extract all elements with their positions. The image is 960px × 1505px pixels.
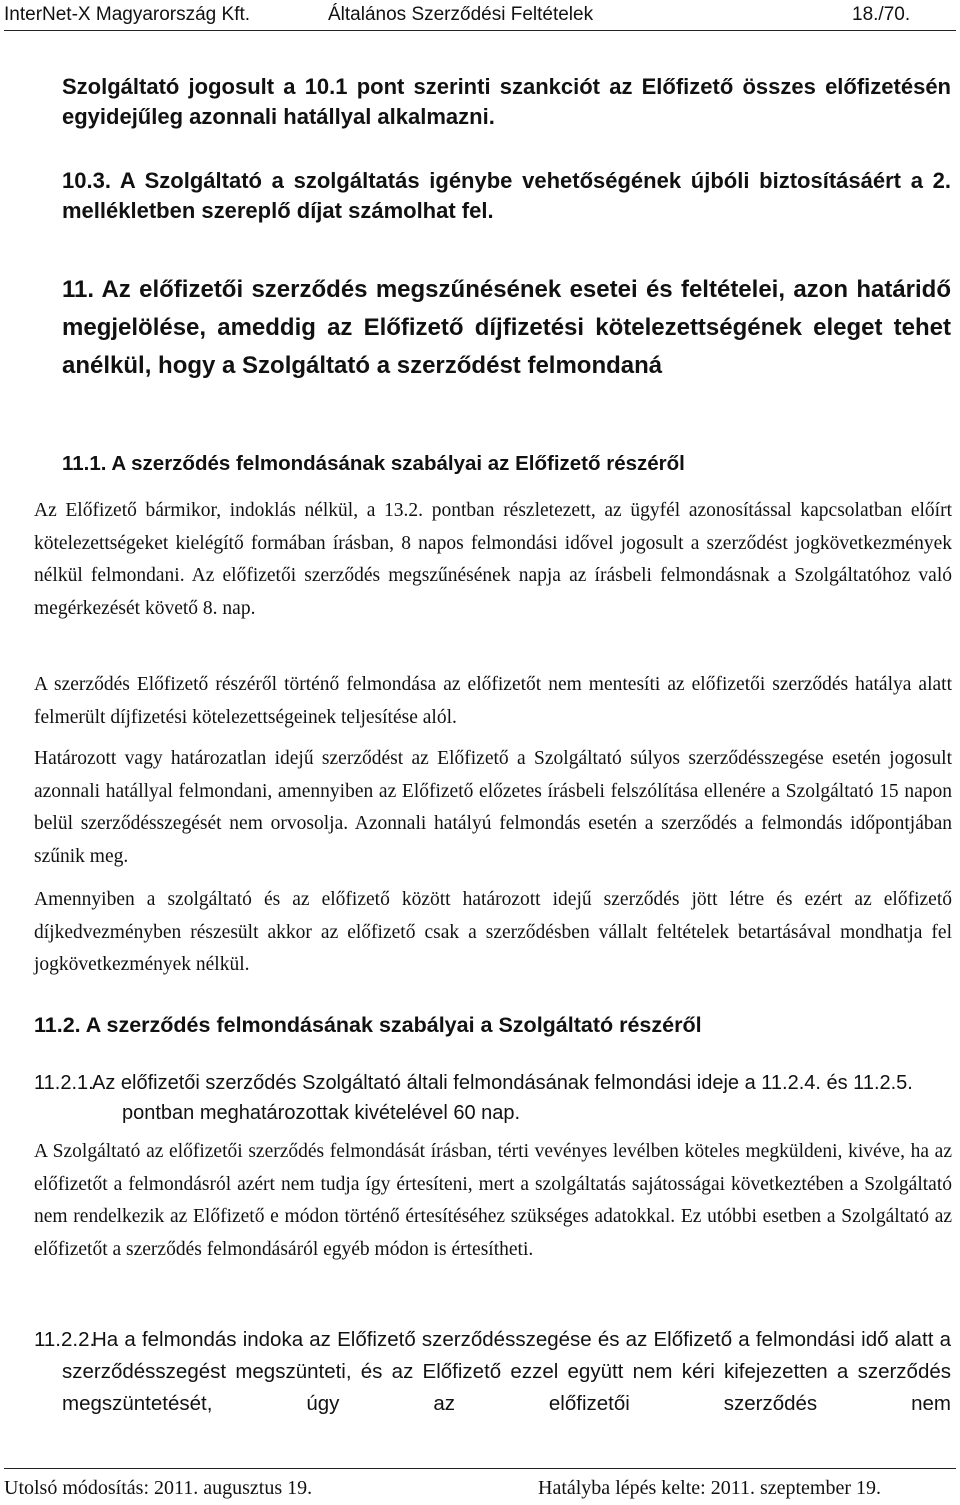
paragraph-10-3: 10.3. A Szolgáltató a szolgáltatás igénybe vehetőségének újbóli biztosításáért a 2. mellékletben szereplő díjat számolhat fel. bbox=[62, 168, 951, 223]
item-11-2-1-label: 11.2.1. bbox=[34, 1072, 94, 1094]
paragraph-fixed-term: Amennyiben a szolgáltató és az előfizető között határozott idejű szerződés jött létre és ezért az előfizető díjkedvezményben részesült akkor az előfizető csak a szerződésben vállalt feltételek betartásával mondhatja fel jogkövetkezmények nélkül. bbox=[34, 889, 952, 975]
paragraph-written-notice: A Szolgáltató az előfizetői szerződés felmondását írásban, térti vevényes levélben köteles megküldeni, kivéve, ha az előfizetőt a felmondásról azért nem tudja így értesíteni, mert a szolgáltatás sajátosságai következtében a Szolgáltató nem rendelkezik az Előfizető e módon történő értesítéséhez szükséges adatokkal. Ez utóbbi esetben a Szolgáltató az előfizetőt a szerződés felmondásáról egyéb módon is értesítheti. bbox=[34, 1141, 952, 1260]
paragraph-fee-obligation: A szerződés Előfizető részéről történő felmondása az előfizetőt nem mentesíti az előfizetői szerződés hatálya alatt felmerült díjfizetési kötelezettségeinek teljesítése alól. bbox=[34, 674, 952, 728]
footer-effective-date: Hatályba lépés kelte: 2011. szeptember 19. bbox=[538, 1477, 882, 1499]
item-11-2-1-text: Az előfizetői szerződés Szolgáltató általi felmondásának felmondási ideje a 11.2.4. és 11.2.5. pontban meghatározottak kivételével 60 nap. bbox=[92, 1072, 913, 1124]
header-company: InterNet-X Magyarország Kft. bbox=[4, 4, 251, 25]
page-header bbox=[4, 0, 956, 31]
heading-11-1: 11.1. A szerződés felmondásának szabályai az Előfizető részéről bbox=[62, 452, 685, 475]
footer-last-modified: Utolsó módosítás: 2011. augusztus 19. bbox=[4, 1477, 313, 1499]
paragraph-subscriber-termination: Az Előfizető bármikor, indoklás nélkül, a 13.2. pontban részletezett, az ügyfél azonosítással kapcsolatban előírt kötelezettségeket kielégítő formában írásban, 8 napos felmondási idővel jogosult a szerződést jogkövetkezmények nélkül felmondani. Az előfizetői szerződés megszűnésének napja az írásbeli felmondásnak a Szolgáltatóhoz való megérkezését követő 8. nap. bbox=[34, 500, 952, 619]
heading-11-2: 11.2. A szerződés felmondásának szabályai a Szolgáltató részéről bbox=[34, 1013, 702, 1037]
item-11-2-2-text: Ha a felmondás indoka az Előfizető szerződésszegése és az Előfizető a felmondási idő alatt a szerződésszegést megszünteti, és az Előfizető ezzel együtt nem kéri kifejezetten a szerződés megszüntetését, úgy az előfizetői szerződés nem bbox=[62, 1328, 951, 1415]
header-page-number: 18./70. bbox=[852, 4, 911, 25]
item-11-2-2-label: 11.2.2. bbox=[34, 1328, 96, 1351]
heading-section-11: 11. Az előfizetői szerződés megszűnésének esetei és feltételei, azon határidő megjelölése, ameddig az Előfizető díjfizetési kötelezettségének eleget tehet anélkül, hogy a Szolgáltató a szerződést felmondaná bbox=[62, 276, 951, 379]
page-footer bbox=[4, 1468, 956, 1505]
paragraph-sanction: Szolgáltató jogosult a 10.1 pont szerinti szankciót az Előfizető összes előfizetésén egyidejűleg azonnali hatállyal alkalmazni. bbox=[62, 74, 951, 129]
paragraph-immediate-termination: Határozott vagy határozatlan idejű szerződést az Előfizető a Szolgáltató súlyos szerződésszegése esetén jogosult azonnali hatállyal felmondani, amennyiben az Előfizető előzetes írásbeli felszólítása ellenére a Szolgáltató 15 napon belül szerződésszegését nem orvosolja. Azonnali hatályú felmondás esetén a szerződés a felmondás időpontjában szűnik meg. bbox=[34, 748, 952, 867]
header-doc-title: Általános Szerződési Feltételek bbox=[328, 4, 594, 25]
